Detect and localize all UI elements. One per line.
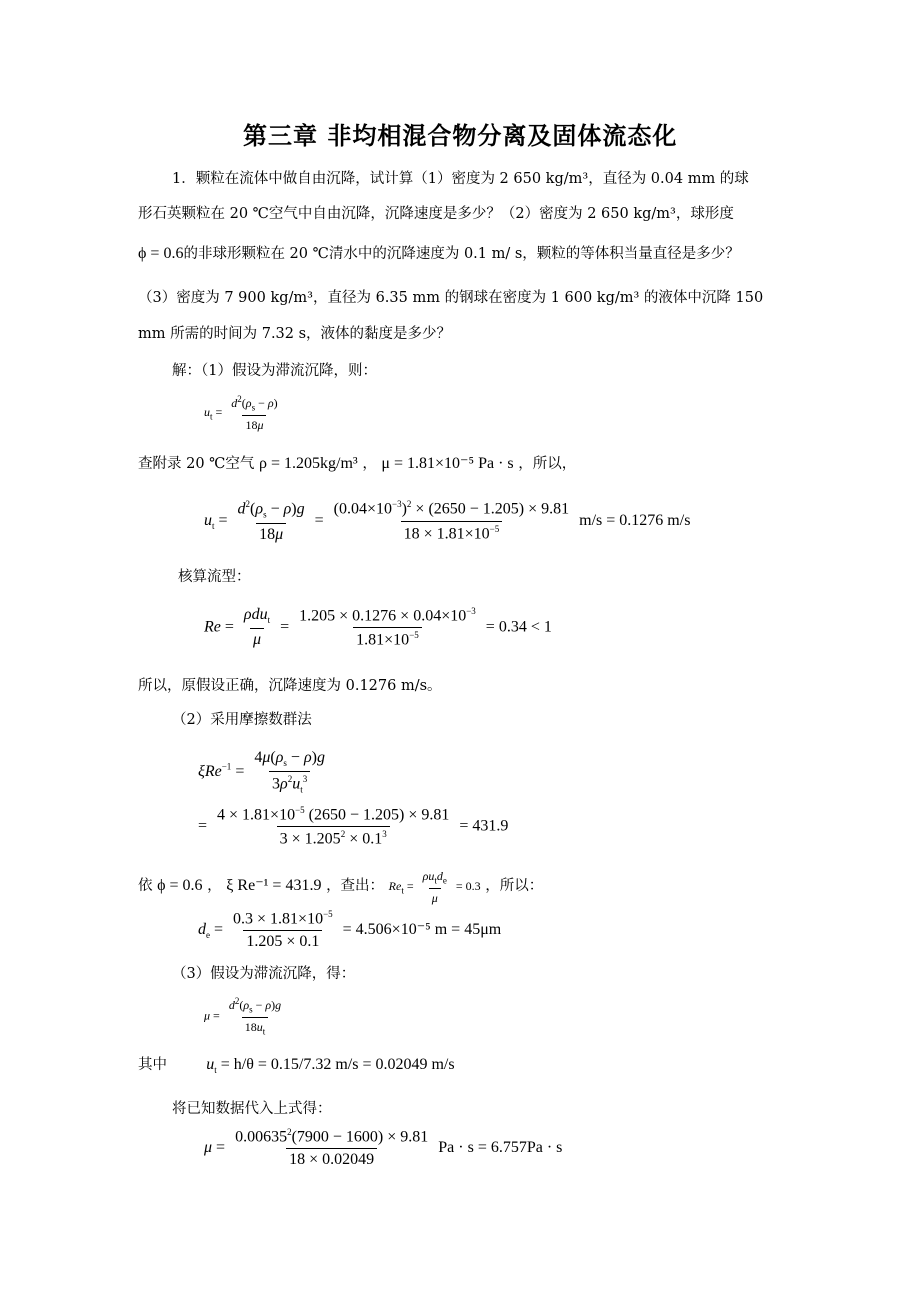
lookup2-suffix: ，所以： (485, 877, 544, 894)
phi-value: ϕ = 0.6 (138, 245, 184, 262)
viscosity-equation: μ = $\frac{0.00635^2(7900 - 1600) \times 9.81}{18 \times 0.02049}$ Pa · s = 6.757Pa · s (204, 1127, 563, 1169)
solution-intro: 解：（1）假设为滞流沉降，则： (172, 363, 377, 379)
friction-group-calc: = $\frac{4 \times 1.81\times 10^{-5} (2650 - 1.205) \times 9.81}{3 \times 1.205^2 \times 0.1^3}$ = 431.9 (198, 805, 509, 848)
problem-line-2: 形石英颗粒在 20 ℃空气中自由沉降，沉降速度是多少？（2）密度为 2 650 kg/m³，球形度 (138, 206, 734, 222)
lookup2-mid: ，查出： (326, 877, 385, 894)
settling-velocity-equation: $u_t$ = $\frac{d^2(\rho_s - \rho)g}{18\mu}$ = $\frac{(0.04\times 10^{-3})^2 \times (2650 - 1.205) \times 9.81}{18 \times 1.81\times 10^{-5}}$ m/s = 0.1276 m/s (204, 499, 691, 543)
problem-line-4: （3）密度为 7 900 kg/m³，直径为 6.35 mm 的钢球在密度为 1 600 kg/m³ 的液体中沉降 150 (138, 290, 764, 306)
substitute-label: 将已知数据代入上式得： (172, 1101, 332, 1117)
lookup-rho: ρ = 1.205kg/m³ (259, 455, 358, 472)
friction-group-result: = 431.9 (459, 817, 509, 835)
lookup-prefix: 查附录 20 ℃空气 (138, 456, 255, 472)
where-line: 其中 $u_t = h/\theta = 0.15/7.32$ m/s = 0.02049 m/s (138, 1056, 455, 1076)
conclusion-1: 所以，原假设正确，沉降速度为 0.1276 m/s。 (138, 678, 442, 694)
lookup-line: 查附录 20 ℃空气 ρ = 1.205kg/m³ ， μ = 1.81×10⁻⁵ Pa · s ，所以， (138, 455, 577, 472)
viscosity-formula: μ = $\frac{d^2(\rho_s - \rho)g}{18u_t}$ (204, 996, 282, 1037)
lookup2-re: = 0.3 (455, 878, 481, 893)
stokes-formula: $u_t$ = $\frac{d^2(\rho_s - \rho)}{18\mu}$ (204, 394, 278, 433)
problem-line-5: mm 所需的时间为 7.32 s，液体的黏度是多少？ (138, 326, 452, 342)
part3-label: （3）假设为滞流沉降，得： (172, 966, 356, 982)
lookup2-prefix: 依 (138, 877, 153, 894)
problem-line-3 (138, 246, 740, 262)
lookup-mu: μ = 1.81×10⁻⁵ Pa · s (381, 455, 514, 472)
problem-line-1: 1．颗粒在流体中做自由沉降，试计算（1）密度为 2 650 kg/m³，直径为 0.04 mm 的球 (172, 171, 749, 187)
check-flow-label: 核算流型： (178, 569, 251, 585)
equivalent-diameter-result: = 4.506×10⁻⁵ m = 45μm (342, 920, 502, 938)
lookup2-phi: ϕ = 0.6 (157, 876, 203, 894)
settling-velocity-result: m/s = 0.1276 m/s (579, 511, 691, 529)
equivalent-diameter-equation: $d_e$ = $\frac{0.3 \times 1.81\times 10^{-5}}{1.205 \times 0.1}$ = 4.506×10⁻⁵ m = 45μm (198, 909, 502, 951)
lookup2-xi: ξ Re⁻¹ = 431.9 (226, 876, 322, 894)
lookup-suffix: ，所以， (518, 456, 577, 472)
part2-label: （2）采用摩擦数群法 (172, 712, 312, 728)
friction-group-equation: ξRe$^{-1}$ = $\frac{4\mu(\rho_s - \rho)g}{3\rho^2u_t^3}$ (198, 749, 325, 795)
viscosity-result: Pa · s = 6.757Pa · s (438, 1138, 563, 1156)
ut-symbol: u (206, 1056, 215, 1073)
reynolds-result: = 0.34 < 1 (485, 618, 552, 636)
page-title: 第三章 非均相混合物分离及固体流态化 (243, 122, 678, 150)
lookup2-line: 依 ϕ = 0.6 ， ξ Re⁻¹ = 431.9 ，查出： $Re_t$ = $\frac{\rho u_td_e}{\mu}$ = 0.3 ，所以： (138, 869, 544, 906)
where-label: 其中 (138, 1057, 167, 1073)
ut-value: = h/θ = 0.15/7.32 m/s = 0.02049 m/s (220, 1056, 455, 1073)
problem-line-3-text: 的非球形颗粒在 20 ℃清水中的沉降速度为 0.1 m/ s，颗粒的等体积当量直径是多少？ (183, 246, 740, 262)
reynolds-equation: Re = $\frac{\rho du_t}{\mu}$ = $\frac{1.205 \times 0.1276 \times 0.04\times 10^{-3}}{1.81\times 10^{-5}}$ = 0.34 < 1 (204, 606, 552, 649)
